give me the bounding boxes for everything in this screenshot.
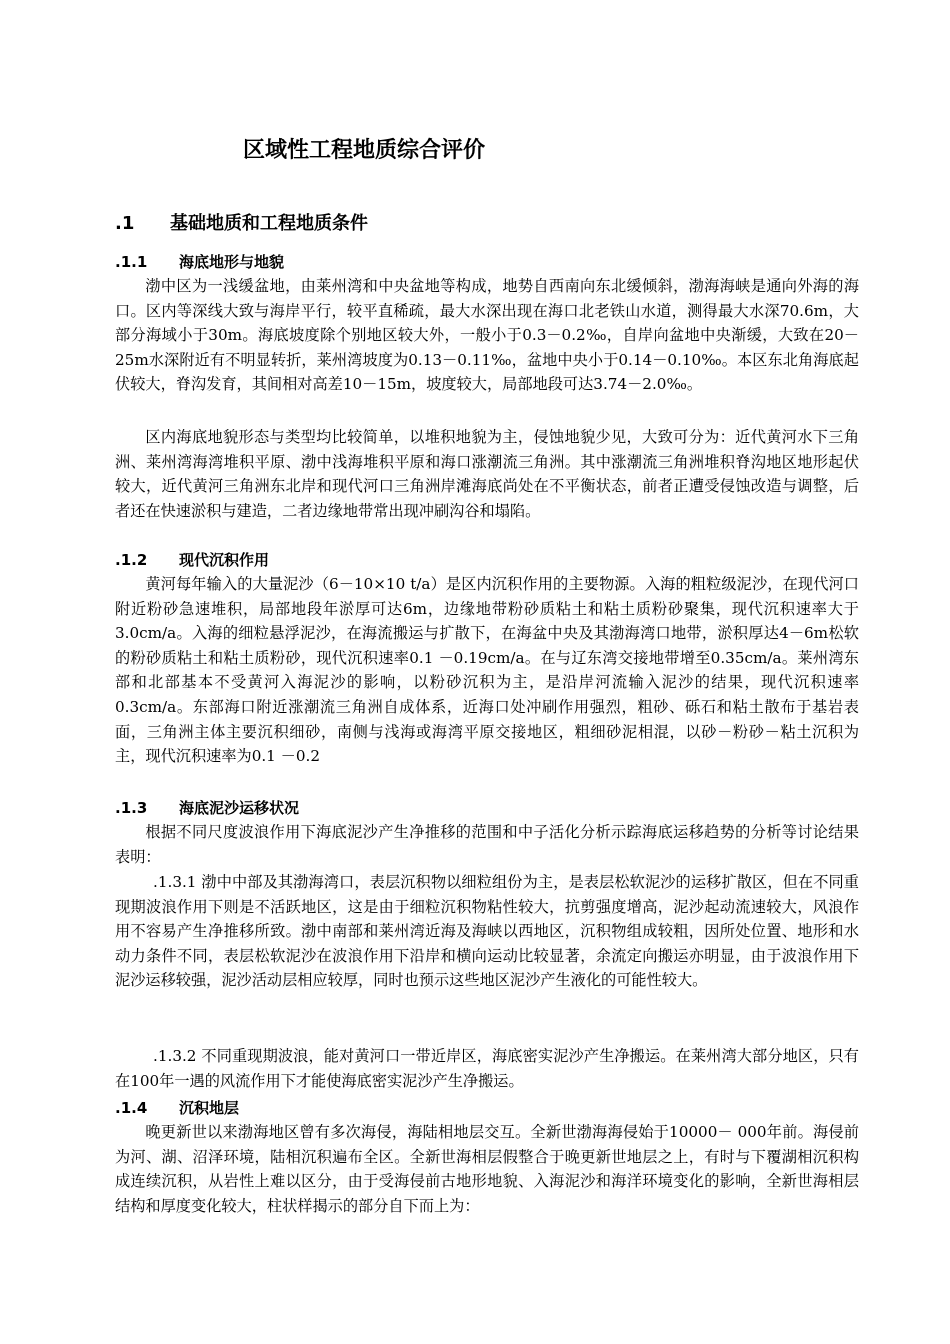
section-1-number: .1 bbox=[115, 213, 135, 234]
paragraph-1-4-a: 晚更新世以来渤海地区曾有多次海侵，海陆相地层交互。全新世渤海海侵始于10000－ 000年前。海侵前为河、湖、沼泽环境，陆相沉积遍布全区。全新世海相层假整合于晚更新世地层之上，有时与下覆湖相沉积构成连续沉积，从岩性上难以区分，由于受海侵前古地形地貌、入海泥沙和海洋环境变化的影响，全新世海相层结构和厚度变化较大，柱状样揭示的部分自下而上为： bbox=[115, 1123, 859, 1215]
section-1-4-number: .1.4 bbox=[115, 1099, 148, 1117]
section-1-2-title: 现代沉积作用 bbox=[179, 551, 270, 569]
paragraph-1-3-intro: 根据不同尺度波浪作用下海底泥沙产生净推移的范围和中子活化分析示踪海底运移趋势的分析等讨论结果表明： bbox=[115, 823, 859, 866]
paragraph-1-3-2: .1.3.2 不同重现期波浪，能对黄河口一带近岸区，海底密实泥沙产生净搬运。在莱州湾大部分地区，只有在100年一遇的风流作用下才能使海底密实泥沙产生净搬运。 bbox=[115, 1047, 859, 1090]
section-1-1-title: 海底地形与地貌 bbox=[179, 253, 285, 271]
section-1-heading bbox=[115, 211, 368, 237]
paragraph-1-3-1: .1.3.1 渤中中部及其渤海湾口，表层沉积物以细粒组份为主，是表层松软泥沙的运移扩散区，但在不同重现期波浪作用下则是不活跃地区，这是由于细粒沉积物粘性较大，抗剪强度增高，泥沙起动流速较大，风浪作用不容易产生净推移所致。渤中南部和莱州湾近海及海峡以西地区，沉积物组成较粗，因所处位置、地形和水动力条件不同，表层松软泥沙在波浪作用下沿岸和横向运动比较显著，余流定向搬运亦明显，由于波浪作用下泥沙运移较强，泥沙活动层相应较厚，同时也预示这些地区泥沙产生液化的可能性较大。 bbox=[115, 873, 859, 990]
document-title: 区域性工程地质综合评价 bbox=[243, 138, 486, 163]
section-1-1-heading bbox=[115, 251, 284, 273]
section-1-3-title: 海底泥沙运移状况 bbox=[179, 799, 300, 817]
section-1-3-number: .1.3 bbox=[115, 799, 148, 817]
section-1-3-heading bbox=[115, 797, 299, 819]
section-1-4-title: 沉积地层 bbox=[179, 1099, 240, 1117]
section-1-2-number: .1.2 bbox=[115, 551, 148, 569]
paragraph-1-2-a: 黄河每年输入的大量泥沙（6－10×10 t/a）是区内沉积作用的主要物源。入海的粗粒级泥沙，在现代河口附近粉砂急速堆积，局部地段年淤厚可达6m，边缘地带粉砂质粘土和粘土质粉砂聚集，现代沉积速率大于3.0cm/a。入海的细粒悬浮泥沙，在海流搬运与扩散下，在海盆中央及其渤海湾口地带，淤积厚达4－6m松软的粉砂质粘土和粘土质粉砂，现代沉积速率0.1 －0.19cm/a。在与辽东湾交接地带增至0.35cm/a。莱州湾东部和北部基本不受黄河入海泥沙的影响，以粉砂沉积为主，是沿岸河流输入泥沙的结果，现代沉积速率0.3cm/a。东部海口附近涨潮流三角洲自成体系，近海口处冲刷作用强烈，粗砂、砾石和粘土散布于基岩表面，三角洲主体主要沉积细砂，南侧与浅海或海湾平原交接地区，粗细砂泥相混，以砂－粉砂－粘土沉积为主，现代沉积速率为0.1 －0.2 bbox=[115, 575, 859, 766]
section-1-2-heading bbox=[115, 549, 269, 571]
section-1-4-heading bbox=[115, 1097, 239, 1119]
section-1-title: 基础地质和工程地质条件 bbox=[170, 213, 368, 234]
paragraph-1-1-b: 区内海底地貌形态与类型均比较简单，以堆积地貌为主，侵蚀地貌少见，大致可分为：近代黄河水下三角洲、莱州湾海湾堆积平原、渤中浅海堆积平原和海口涨潮流三角洲。其中涨潮流三角洲堆积脊沟地区地形起伏较大，近代黄河三角洲东北岸和现代河口三角洲岸滩海底尚处在不平衡状态，前者正遭受侵蚀改造与调整，后者还在快速淤积与建造，二者边缘地带常出现冲刷沟谷和塌陷。 bbox=[115, 428, 859, 520]
section-1-1-number: .1.1 bbox=[115, 253, 148, 271]
paragraph-1-1-a: 渤中区为一浅缓盆地，由莱州湾和中央盆地等构成，地势自西南向东北缓倾斜，渤海海峡是通向外海的海口。区内等深线大致与海岸平行，较平直稀疏，最大水深出现在海口北老铁山水道，测得最大水深70.6m，大部分海域小于30m。海底坡度除个别地区较大外，一般小于0.3－0.2‰，自岸向盆地中央渐缓，大致在20－25m水深附近有不明显转折，莱州湾坡度为0.13－0.11‰，盆地中央小于0.14－0.10‰。本区东北角海底起伏较大，脊沟发育，其间相对高差10－15m，坡度较大，局部地段可达3.74－2.0‰。 bbox=[115, 277, 859, 394]
